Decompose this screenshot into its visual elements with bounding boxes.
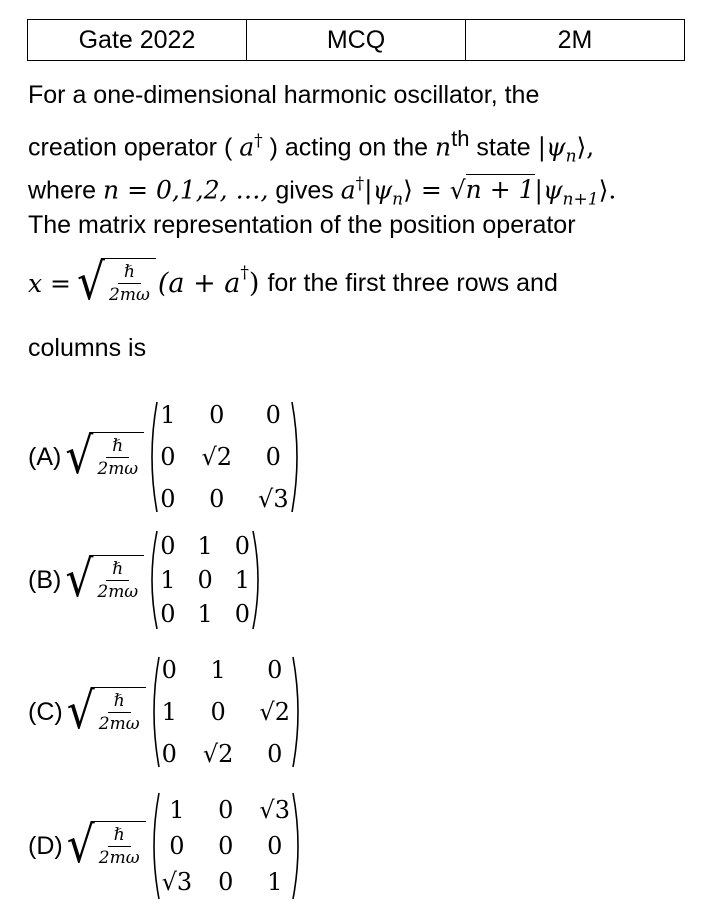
matrix-cell: 1 xyxy=(160,566,176,594)
left-paren-icon xyxy=(148,790,160,902)
matrix-cell: 0 xyxy=(160,532,176,560)
option-label: (D) xyxy=(28,831,63,860)
question-line-4: The matrix representation of the position operator xyxy=(28,211,576,239)
matrix-cell: 0 xyxy=(267,832,283,860)
sqrt-factor xyxy=(66,816,146,875)
matrix-cell: 0 xyxy=(218,796,234,824)
matrix-cell: 0 xyxy=(209,485,225,513)
type-cell: MCQ xyxy=(247,20,466,60)
matrix-cell: 0 xyxy=(234,532,251,560)
sqrt-factor xyxy=(65,427,144,486)
right-paren-icon xyxy=(291,393,303,521)
q-text: creation operator ( xyxy=(28,133,233,162)
math-ket: ⟩, xyxy=(576,132,595,162)
matrix-cell: 0 xyxy=(161,656,177,684)
q-text: gives xyxy=(275,176,334,205)
matrix-cell: 0 xyxy=(265,443,281,471)
matrix-cell: 1 xyxy=(210,656,226,684)
matrix-cell: 0 xyxy=(169,832,185,860)
left-paren-icon xyxy=(146,393,158,521)
matrix-cell: 1 xyxy=(161,698,177,726)
math-a: a xyxy=(239,132,255,162)
fraction xyxy=(91,555,144,605)
math-close: ) xyxy=(248,267,260,299)
left-paren-icon xyxy=(148,648,160,776)
question-line-5 xyxy=(28,253,558,312)
matrix-cell: 1 xyxy=(267,868,283,896)
matrix-grid xyxy=(160,790,292,902)
frac-den: 2mω xyxy=(109,285,150,305)
option-b xyxy=(28,527,264,633)
math-sub-n1: n+1 xyxy=(562,189,599,210)
radical-icon: √ xyxy=(66,816,95,875)
q-text: ) acting on the xyxy=(269,133,429,162)
header-table xyxy=(27,19,685,61)
matrix-cell: 0 xyxy=(197,566,213,594)
math-ket-end: ⟩. xyxy=(598,175,617,205)
math-n-eq: n = 0,1,2, …, xyxy=(103,175,269,205)
math-a-plus: (a + a xyxy=(157,267,241,299)
math-dagger: † xyxy=(254,131,263,151)
matrix-grid xyxy=(160,648,292,776)
option-c xyxy=(28,648,304,776)
marks-cell: 2M xyxy=(557,25,593,54)
right-paren-icon xyxy=(292,648,304,776)
option-d xyxy=(28,790,304,902)
radical-icon: √ xyxy=(65,427,94,486)
matrix-cell: 0 xyxy=(218,832,234,860)
matrix-cell: √2 xyxy=(202,740,234,768)
radical-icon: √ xyxy=(66,682,95,741)
frac-num: ℏ xyxy=(108,690,131,713)
fraction xyxy=(91,432,144,482)
matrix-cell: √3 xyxy=(258,485,289,513)
matrix-grid xyxy=(158,527,252,633)
math-sub-n: n xyxy=(392,189,404,210)
right-paren-icon xyxy=(252,527,264,633)
option-label: (B) xyxy=(28,565,62,594)
matrix-cell: 0 xyxy=(265,401,281,429)
math-root-arg: n + 1 xyxy=(465,175,535,205)
matrix-d xyxy=(148,790,304,902)
matrix-cell: 1 xyxy=(197,600,213,628)
math-a: a xyxy=(340,175,356,205)
math-th: th xyxy=(451,126,470,151)
q-text: where xyxy=(28,176,97,205)
frac-den: 2mω xyxy=(97,582,139,602)
matrix-cell: 1 xyxy=(160,401,176,429)
question-line-1: For a one-dimensional harmonic oscillator, the xyxy=(28,81,540,109)
matrix-cell: 0 xyxy=(218,868,234,896)
frac-den: 2mω xyxy=(98,848,140,868)
math-psi: |ψ xyxy=(534,175,563,205)
matrix-cell: 1 xyxy=(197,532,213,560)
option-a xyxy=(28,393,303,521)
frac-num: ℏ xyxy=(106,558,129,581)
fraction xyxy=(103,258,156,308)
matrix-cell: √3 xyxy=(161,868,193,896)
radical-icon: √ xyxy=(77,253,106,312)
fraction xyxy=(93,821,146,871)
matrix-cell: 0 xyxy=(161,740,177,768)
math-psi: |ψ xyxy=(537,132,566,162)
fraction xyxy=(93,687,146,737)
frac-num: ℏ xyxy=(118,261,141,284)
right-paren-icon xyxy=(292,790,304,902)
q-text: state xyxy=(476,133,531,162)
math-psi: |ψ xyxy=(364,175,393,205)
math-dagger: † xyxy=(355,174,365,194)
matrix-cell: 1 xyxy=(234,566,251,594)
option-label: (A) xyxy=(28,442,62,471)
math-dagger: † xyxy=(240,263,249,283)
matrix-cell: 0 xyxy=(210,698,226,726)
matrix-cell: 0 xyxy=(234,600,251,628)
math-n: n xyxy=(434,132,452,162)
matrix-cell: 0 xyxy=(267,656,283,684)
matrix-cell: 0 xyxy=(160,600,176,628)
math-eq-sqrt: ⟩ = √ xyxy=(403,175,466,205)
matrix-cell: 0 xyxy=(209,401,225,429)
matrix-cell: 1 xyxy=(169,796,185,824)
matrix-cell: 0 xyxy=(160,485,176,513)
matrix-cell: 0 xyxy=(267,740,283,768)
matrix-grid xyxy=(158,393,290,521)
matrix-cell: 0 xyxy=(160,443,176,471)
math-sub-n: n xyxy=(565,146,577,167)
matrix-c xyxy=(148,648,304,776)
math-x-eq: x = xyxy=(28,268,71,298)
option-label: (C) xyxy=(28,697,63,726)
frac-den: 2mω xyxy=(97,459,139,479)
sqrt-factor xyxy=(65,550,144,609)
matrix-cell: √2 xyxy=(201,443,233,471)
exam-cell: Gate 2022 xyxy=(28,20,247,60)
q-text: for the first three rows and xyxy=(267,268,558,297)
sqrt-factor xyxy=(77,253,156,312)
frac-num: ℏ xyxy=(106,435,129,458)
matrix-a xyxy=(146,393,302,521)
question-line-6: columns is xyxy=(28,334,147,362)
matrix-b xyxy=(146,527,264,633)
matrix-cell: √2 xyxy=(259,698,290,726)
frac-den: 2mω xyxy=(98,714,140,734)
matrix-cell: √3 xyxy=(259,796,290,824)
frac-num: ℏ xyxy=(108,824,131,847)
left-paren-icon xyxy=(146,527,158,633)
radical-icon: √ xyxy=(65,550,94,609)
sqrt-factor xyxy=(66,682,146,741)
